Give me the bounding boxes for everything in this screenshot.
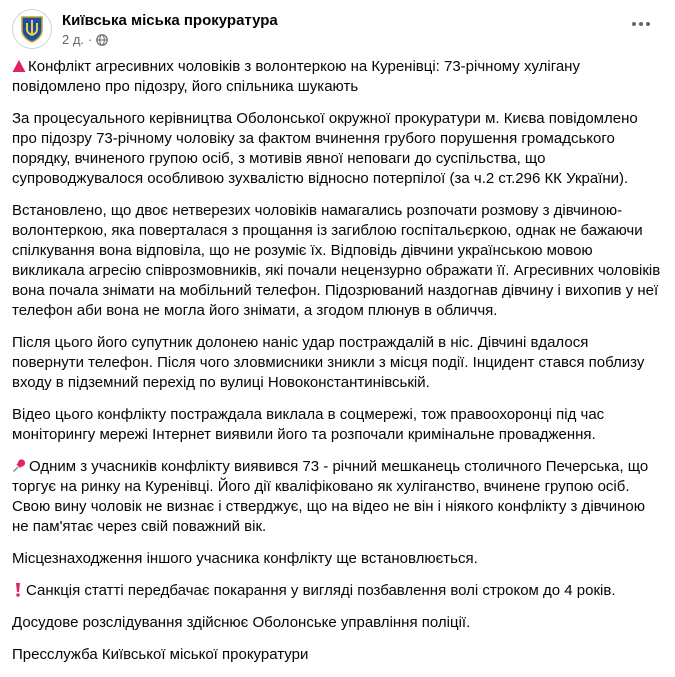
pin-paragraph: Одним з учасників конфлікту виявився 73 - річний мешканець столичного Печерська, що торгує на ринку на Куренівці. Його дії кваліфіковано як хуліганство, вчинене групою осіб. Свою вину чоловік не визнає і стверджує, що на відео не він і ніякого конфлікту з дівчиною не пам'ятає через свій поважний вік. [12, 458, 649, 535]
paragraph-2: Встановлено, що двоє нетверезих чоловіків намагались розпочати розмову з дівчиною-волонтеркою, яка поверталася з прощання із загиблою госпітальєркою, однак не бажаючи спілкування вона відповіла, що не розуміє їх. Відповідь дівчини українською мовою викликала агресію співрозмовників, які почали нецензурно ображати її. Агресивних чоловіків вона почала знімати на мобільний телефон. Підозрюваний наздогнав дівчину і вихопив у неї телефон аби вона не могла його знімати, а згодом плюнув в обличчя. [12, 202, 661, 319]
paragraph-3: Після цього його супутник долонею наніс удар постраждалій в ніс. Дівчині вдалося повернути телефон. Після чого зловмисники зникли з місця події. Інцидент стався поблизу входу в підземний перехід по вулиці Новоконстантинівській. [12, 334, 645, 391]
more-dots-icon[interactable] [629, 17, 653, 31]
page-avatar[interactable] [12, 9, 52, 49]
trident-shield-icon [20, 15, 44, 43]
post-title-paragraph [12, 57, 664, 97]
post-header [12, 7, 675, 49]
sanction-paragraph-container [12, 581, 664, 601]
red-triangle-icon [12, 59, 26, 73]
signature: Пресслужба Київської міської прокуратури [12, 646, 309, 663]
paragraph-4: Відео цього конфлікту постраждала виклала в соцмережі, тож правоохоронці під час моніторингу мережі Інтернет виявили його та розпочали кримінальне провадження. [12, 406, 605, 443]
pin-paragraph-container [12, 457, 664, 537]
globe-icon[interactable] [96, 34, 108, 46]
location-paragraph: Місцезнаходження іншого учасника конфлікту ще встановлюється. [12, 550, 478, 567]
investigation-paragraph: Досудове розслідування здійснює Оболонське управління поліції. [12, 614, 471, 631]
post-time-link[interactable]: 2 д. [62, 32, 85, 47]
post-body [12, 57, 664, 677]
post-meta [62, 32, 108, 47]
paragraph-1: За процесуального керівництва Оболонської окружної прокуратури м. Києва повідомлено про підозру 73-річному чоловіку за фактом вчинення грубого порушення громадського порядку, вчиненого групою осіб, з мотивів явної неповаги до суспільства, що супроводжувалося особливою зухвалістю відносно потерпілої (за ч.2 ст.296 КК України). [12, 110, 638, 187]
post-title: Конфлікт агресивних чоловіків з волонтеркою на Куренівці: 73-річному хулігану повідомлено про підозру, його спільника шукають [12, 58, 580, 95]
meta-separator: · [88, 32, 93, 47]
page-name-link[interactable]: Київська міська прокуратура [62, 12, 278, 29]
pushpin-icon [12, 458, 27, 473]
red-exclamation-icon [12, 582, 24, 597]
sanction-paragraph: Санкція статті передбачає покарання у вигляді позбавлення волі строком до 4 років. [26, 582, 616, 599]
